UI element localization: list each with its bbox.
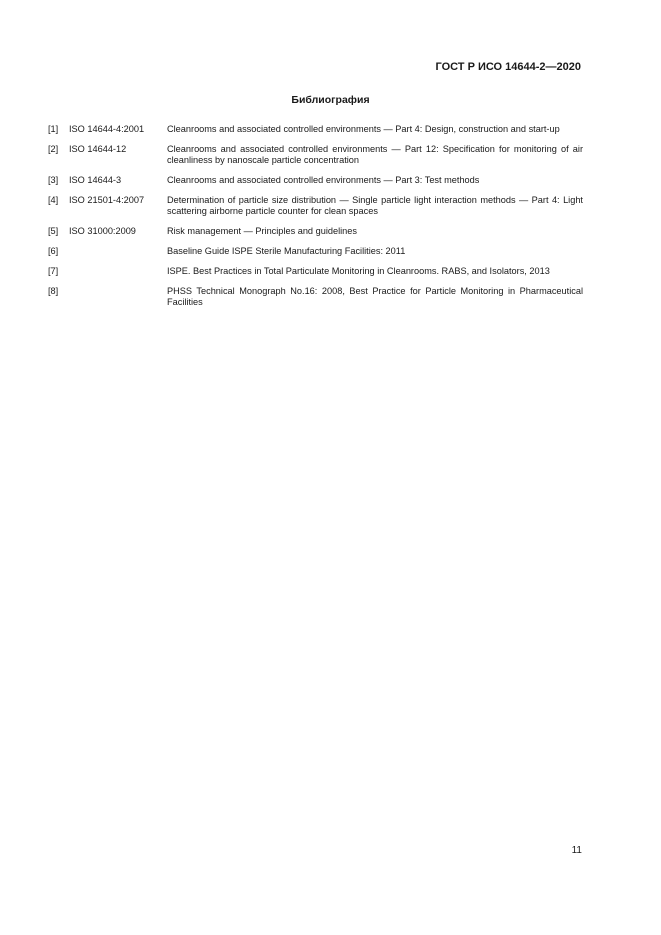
reference-standard: ISO 14644-3 — [69, 175, 122, 185]
reference-standard: ISO 14644-12 — [69, 144, 127, 154]
reference-number: [2] — [48, 144, 59, 154]
reference-item — [48, 124, 583, 135]
reference-standard: ISO 14644-4:2001 — [69, 124, 145, 134]
reference-number: [4] — [48, 195, 59, 205]
reference-standard: ISO 31000:2009 — [69, 226, 136, 236]
bibliography-title: Библиография — [291, 94, 370, 106]
reference-item — [48, 195, 583, 217]
reference-standard: ISO 21501-4:2007 — [69, 195, 145, 205]
reference-title: Cleanrooms and associated controlled environments — Part 4: Design, construction and start-up — [167, 124, 560, 134]
reference-title: Risk management — Principles and guidelines — [167, 226, 357, 236]
reference-item — [48, 266, 583, 277]
reference-list — [48, 124, 583, 317]
reference-title: Baseline Guide ISPE Sterile Manufacturing Facilities: 2011 — [167, 246, 406, 256]
reference-standard — [69, 246, 167, 257]
reference-title: Cleanrooms and associated controlled environments — Part 3: Test methods — [167, 175, 480, 185]
reference-item — [48, 144, 583, 166]
page-number: 11 — [571, 845, 582, 856]
reference-number: [1] — [48, 124, 59, 134]
reference-number: [7] — [48, 266, 59, 276]
reference-number: [6] — [48, 246, 59, 256]
reference-title: ISPE. Best Practices in Total Particulate Monitoring in Cleanrooms. RABS, and Isolators, 2013 — [167, 266, 550, 276]
document-header: ГОСТ Р ИСО 14644-2—2020 — [435, 61, 581, 73]
reference-number: [3] — [48, 175, 59, 185]
reference-item — [48, 246, 583, 257]
reference-number: [8] — [48, 286, 59, 296]
reference-standard — [69, 286, 167, 308]
reference-title: Cleanrooms and associated controlled environments — Part 12: Specification for monitoring of air cleanliness by nanoscale particle concentration — [167, 144, 583, 165]
reference-title: Determination of particle size distribution — Single particle light interaction methods — Part 4: Light scattering airborne particle counter for clean spaces — [167, 195, 583, 216]
reference-title: PHSS Technical Monograph No.16: 2008, Best Practice for Particle Monitoring in Pharmaceutical Facilities — [167, 286, 583, 307]
reference-item — [48, 226, 583, 237]
reference-standard — [69, 266, 167, 277]
reference-item — [48, 286, 583, 308]
reference-item — [48, 175, 583, 186]
reference-number: [5] — [48, 226, 59, 236]
